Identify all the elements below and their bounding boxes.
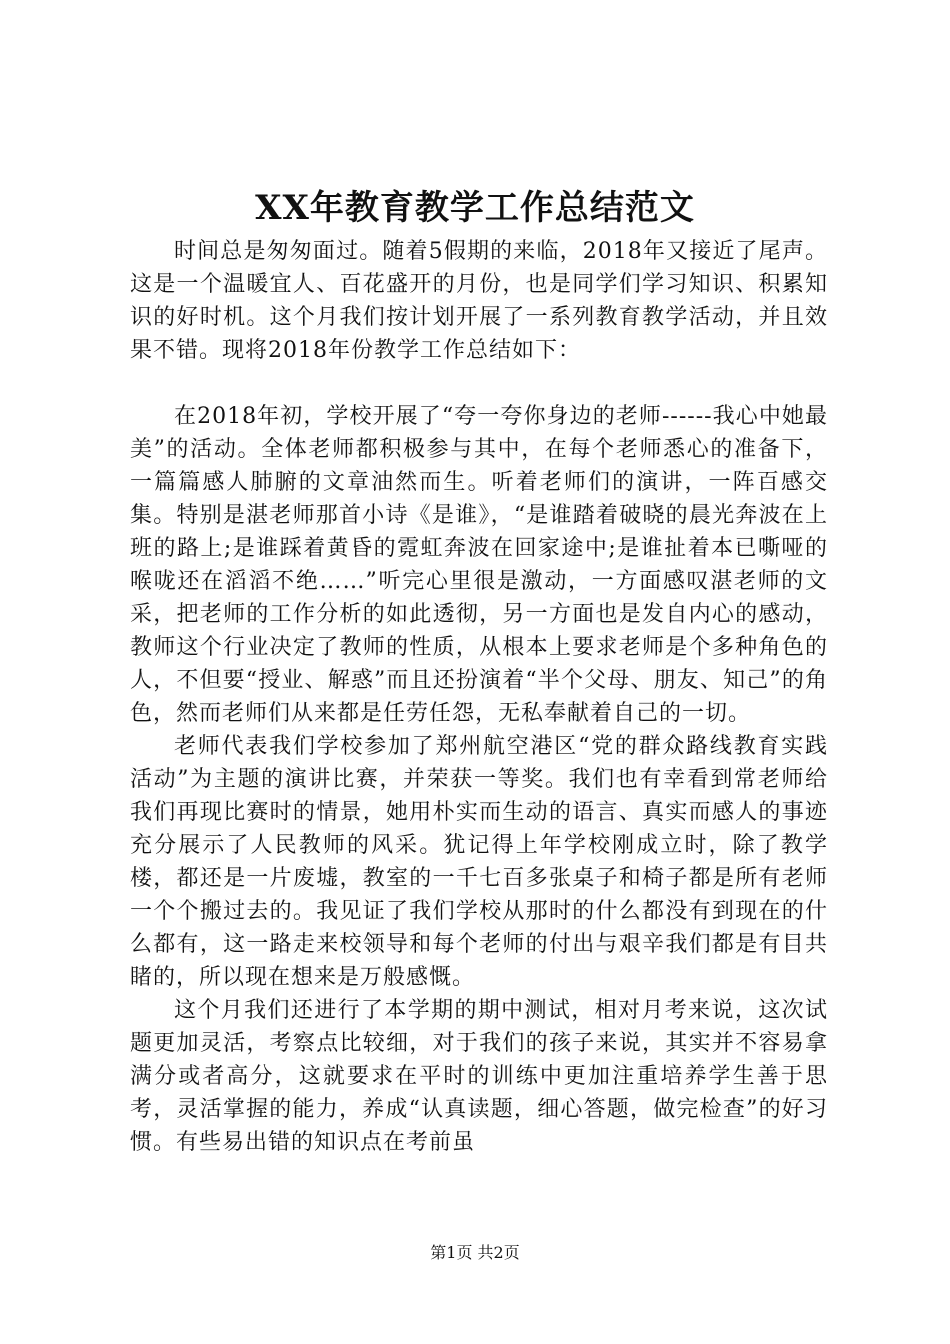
page-footer: 第1页 共2页 xyxy=(430,1243,520,1262)
document-title: XX年教育教学工作总结范文 xyxy=(255,188,695,228)
paragraph-3: 老师代表我们学校参加了郑州航空港区“党的群众路线教育实践活动”为主题的演讲比赛，并荣获一等奖。我们也有幸看到常老师给我们再现比赛时的情景，她用朴实而生动的语言、真实而感人的事迹充分展示了人民教师的风采。犹记得上年学校刚成立时，除了教学楼，都还是一片废墟，教室的一千七百多张桌子和椅子都是所有老师一个个搬过去的。我见证了我们学校从那时的什么都没有到现在的什么都有，这一路走来校领导和每个老师的付出与艰辛我们都是有目共睹的，所以现在想来是万般感慨。 xyxy=(130,734,828,990)
paragraph-1: 时间总是匆匆面过。随着5假期的来临，2018年又接近了尾声。这是一个温暖宜人、百花盛开的月份，也是同学们学习知识、积累知识的好时机。这个月我们按计划开展了一系列教育教学活动，并且效果不错。现将2018年份教学工作总结如下： xyxy=(130,239,828,363)
document-body xyxy=(130,235,828,1159)
paragraph-4: 这个月我们还进行了本学期的期中测试，相对月考来说，这次试题更加灵活，考察点比较细，对于我们的孩子来说，其实并不容易拿满分或者高分，这就要求在平时的训练中更加注重培养学生善于思考，灵活掌握的能力，养成“认真读题，细心答题，做完检查”的好习惯。有些易出错的知识点在考前虽 xyxy=(130,998,828,1155)
paragraph-2: 在2018年初，学校开展了“夸一夸你身边的老师------我心中她最美”的活动。全体老师都积极参与其中，在每个老师悉心的准备下，一篇篇感人肺腑的文章油然而生。听着老师们的演讲，一阵百感交集。特别是湛老师那首小诗《是谁》，“是谁踏着破晓的晨光奔波在上班的路上;是谁踩着黄昏的霓虹奔波在回家途中;是谁扯着本已嘶哑的喉咙还在滔滔不绝……”听完心里很是激动，一方面感叹湛老师的文采，把老师的工作分析的如此透彻，另一方面也是发自内心的感动，教师这个行业决定了教师的性质，从根本上要求老师是个多种角色的人，不但要“授业、解惑”而且还扮演着“半个父母、朋友、知己”的角色，然而老师们从来都是任劳任怨，无私奉献着自己的一切。 xyxy=(130,404,828,726)
